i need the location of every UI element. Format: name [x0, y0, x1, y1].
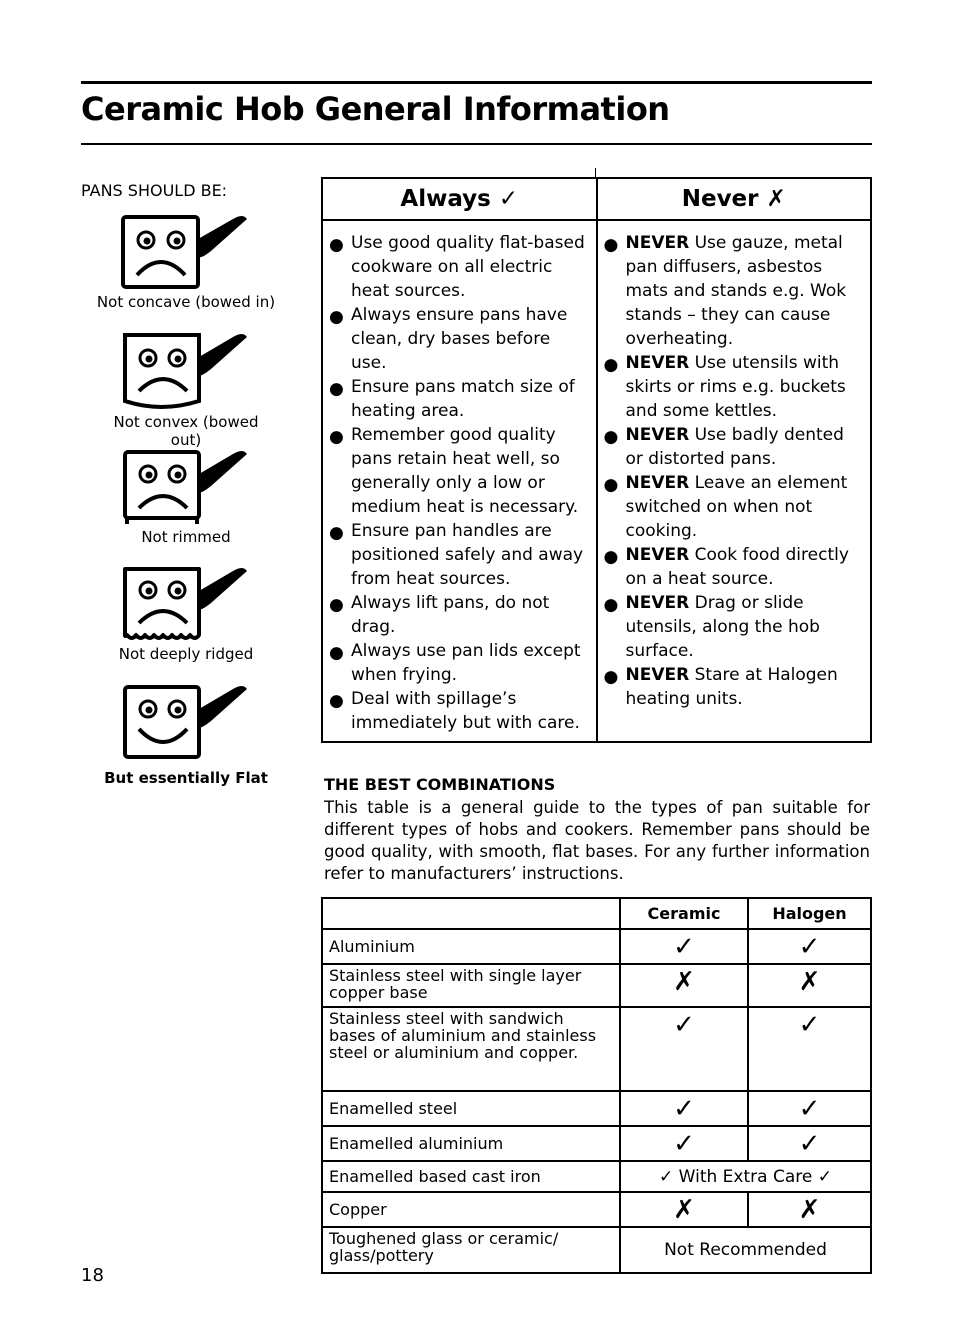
material-cell: Enamelled steel [322, 1091, 620, 1126]
bullet-icon: ● [603, 475, 619, 495]
concave-pan-icon [121, 211, 251, 291]
halogen-cell: ✗ [748, 1192, 871, 1227]
halogen-cell: ✓ [748, 1007, 871, 1091]
best-combinations-intro: This table is a general guide to the types of pan suitable for different types of hobs and cookers. Remember pans should be good quality, with smooth, flat bases. For any further information refer to manufacturers’ instructions. [324, 798, 870, 883]
flat-pan-icon [121, 681, 251, 761]
combined-cell: ✓ With Extra Care ✓ [620, 1161, 871, 1192]
convex-pan-icon [121, 329, 251, 411]
list-item: ● NEVER Use utensils with skirts or rims e.g. buckets and some kettles. [603, 353, 846, 421]
pan-caption: Not concave (bowed in) [96, 293, 276, 311]
page-title: Ceramic Hob General Information [81, 90, 670, 128]
bullet-icon: ● [329, 307, 344, 327]
pan-ridged [96, 563, 276, 663]
page-number: 18 [81, 1265, 104, 1286]
list-item: ● Always use pan lids except when frying. [329, 641, 581, 685]
ceramic-cell: ✓ [620, 1007, 748, 1091]
table-row [322, 1161, 871, 1192]
pan-caption: But essentially Flat [104, 769, 268, 787]
halogen-cell: ✓ [748, 1091, 871, 1126]
combined-cell: Not Recommended [620, 1227, 871, 1273]
table-row [322, 1227, 871, 1273]
bullet-icon: ● [329, 235, 344, 255]
bullet-icon: ● [329, 643, 344, 663]
list-item: ● Always ensure pans have clean, dry bases before use. [329, 305, 568, 373]
material-cell: Stainless steel with single layer copper base [322, 964, 620, 1007]
bullet-icon: ● [603, 427, 619, 447]
pans-heading: PANS SHOULD BE: [81, 181, 228, 200]
ridged-pan-icon [121, 563, 251, 643]
pan-caption: Not rimmed [141, 528, 231, 546]
material-cell: Stainless steel with sandwich bases of aluminium and stainless steel or aluminium and copper. [322, 1007, 620, 1091]
never-list [604, 231, 865, 711]
material-cell: Enamelled based cast iron [322, 1161, 620, 1192]
ceramic-header: Ceramic [620, 898, 748, 929]
bullet-icon: ● [329, 691, 344, 711]
ceramic-cell: ✗ [620, 964, 748, 1007]
never-column [597, 220, 872, 742]
list-item: ● NEVER Cook food directly on a heat source. [603, 545, 849, 589]
list-item: ● NEVER Use gauze, metal pan diffusers, asbestos mats and stands e.g. Wok stands – they can cause overheating. [603, 233, 847, 349]
top-rule [81, 81, 872, 84]
list-item: ● Ensure pan handles are positioned safely and away from heat sources. [329, 521, 584, 589]
list-item: ● Ensure pans match size of heating area. [329, 377, 575, 421]
table-row [322, 1126, 871, 1161]
list-item: ● Use good quality flat-based cookware on all electric heat sources. [329, 233, 585, 301]
pan-rimmed [96, 446, 276, 546]
table-row [322, 1007, 871, 1091]
material-cell: Toughened glass or ceramic/ glass/pottery [322, 1227, 620, 1273]
best-combinations-heading: THE BEST COMBINATIONS [324, 775, 556, 794]
halogen-header: Halogen [748, 898, 871, 929]
bullet-icon: ● [603, 235, 619, 255]
list-item: ● NEVER Use badly dented or distorted pans. [603, 425, 844, 469]
always-never-table [321, 177, 872, 743]
ceramic-cell: ✓ [620, 1126, 748, 1161]
list-item: ● NEVER Leave an element switched on when not cooking. [603, 473, 848, 541]
halogen-cell: ✓ [748, 1126, 871, 1161]
pan-caption: Not convex (bowed out) [113, 413, 259, 449]
pan-flat [96, 681, 276, 787]
bullet-icon: ● [603, 667, 619, 687]
list-item: ● Always lift pans, do not drag. [329, 593, 550, 637]
table-row [322, 929, 871, 964]
material-cell: Copper [322, 1192, 620, 1227]
ceramic-cell: ✓ [620, 1091, 748, 1126]
pan-convex [96, 329, 276, 449]
combinations-table [321, 897, 872, 1274]
table-row [322, 1091, 871, 1126]
ceramic-cell: ✗ [620, 1192, 748, 1227]
rimmed-pan-icon [121, 446, 251, 526]
always-header: Always ✓ [322, 178, 597, 220]
always-column [322, 220, 597, 742]
bullet-icon: ● [603, 547, 619, 567]
pan-concave [96, 211, 276, 311]
list-item: ● Deal with spillage’s immediately but with care. [329, 689, 580, 733]
never-header: Never ✗ [597, 178, 872, 220]
table-row [322, 964, 871, 1007]
bullet-icon: ● [603, 595, 619, 615]
bullet-icon: ● [329, 595, 344, 615]
list-item: ● NEVER Drag or slide utensils, along the hob surface. [603, 593, 820, 661]
always-list [329, 231, 590, 735]
material-cell: Aluminium [322, 929, 620, 964]
bullet-icon: ● [329, 379, 344, 399]
list-item: ● Remember good quality pans retain heat well, so generally only a low or medium heat is necessary. [329, 425, 579, 517]
material-cell: Enamelled aluminium [322, 1126, 620, 1161]
bullet-icon: ● [329, 523, 344, 543]
title-underline [81, 143, 872, 145]
ceramic-cell: ✓ [620, 929, 748, 964]
pan-caption: Not deeply ridged [118, 645, 254, 663]
table-row [322, 1192, 871, 1227]
blank-header [322, 898, 620, 929]
bullet-icon: ● [603, 355, 619, 375]
halogen-cell: ✗ [748, 964, 871, 1007]
halogen-cell: ✓ [748, 929, 871, 964]
bullet-icon: ● [329, 427, 344, 447]
list-item: ● NEVER Stare at Halogen heating units. [603, 665, 838, 709]
